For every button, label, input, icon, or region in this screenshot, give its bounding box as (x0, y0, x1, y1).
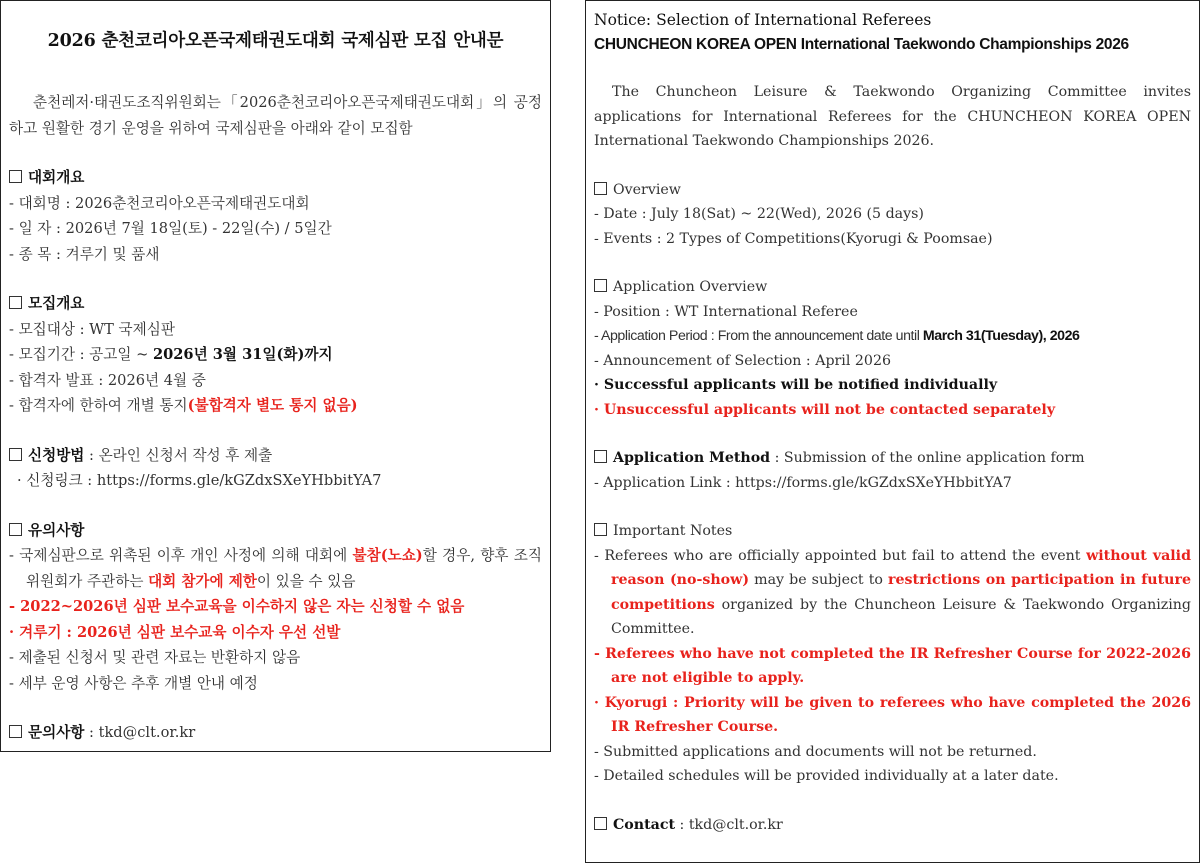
list-item: · Unsuccessful applicants will not be contacted separately (594, 401, 1056, 418)
section-heading: 문의사항 (28, 724, 85, 741)
english-intro: The Chuncheon Leisure & Taekwondo Organizing Committee invites applications for International Referees for the CHUNCHEON KOREA OPEN International Taekwondo Championships 2026. (594, 84, 1191, 149)
warning-text: (불합격자 별도 통지 없음) (187, 397, 358, 414)
warning-text: 불참(노쇼) (352, 547, 423, 564)
english-section-application-method: Application Method : Submission of the online application form - Application Link : https://forms.gle/kGZdxSXeYHbbitYA7 (594, 446, 1191, 495)
warning-text: 대회 참가에 제한 (148, 572, 257, 590)
list-item: - Events : 2 Types of Competitions(Kyorugi & Poomsae) (594, 230, 993, 247)
list-item: - 국제심판으로 위촉된 이후 개인 사정에 의해 대회에 불참(노쇼)할 경우, 향후 조직위원회가 주관하는 대회 참가에 제한이 있을 수 있음 (9, 547, 542, 590)
korean-intro: 춘천레저·태권도조직위원회는「2026춘천코리아오픈국제태권도대회」의 공정하고 원활한 경기 운영을 위하여 국제심판을 아래와 같이 모집함 (9, 94, 542, 137)
list-item: - 모집대상 : WT 국제심판 (9, 320, 175, 338)
contact-email[interactable]: : tkd@clt.or.kr (675, 816, 783, 833)
deadline-date: 2026년 3월 31일(화)까지 (152, 346, 333, 363)
list-item: - Application Period : From the announcement date until March 31(Tuesday), 2026 (594, 328, 1080, 344)
list-item: · Successful applicants will be notified individually (594, 377, 998, 393)
list-item: - 합격자에 한하여 개별 통지(불합격자 별도 통지 없음) (9, 397, 358, 414)
application-link[interactable]: · 신청링크 : https://forms.gle/kGZdxSXeYHbbitYA7 (17, 472, 382, 489)
checkbox-square-icon (9, 448, 22, 461)
section-heading: 대회개요 (28, 169, 85, 186)
list-item: - Detailed schedules will be provided individually at a later date. (594, 768, 1059, 784)
list-item: · Kyorugi : Priority will be given to referees who have completed the 2026 IR Refresher Course. (594, 694, 1191, 735)
section-heading: Application Method (613, 450, 771, 466)
checkbox-square-icon (594, 450, 607, 463)
list-item: · 겨루기 : 2026년 심판 보수교육 이수자 우선 선발 (9, 623, 341, 641)
application-link[interactable]: - Application Link : https://forms.gle/kGZdxSXeYHbbitYA7 (594, 474, 1012, 491)
checkbox-square-icon (9, 725, 22, 738)
korean-notice-panel (0, 0, 551, 752)
korean-section-notes (9, 518, 542, 697)
deadline-date: March 31(Tuesday), 2026 (922, 328, 1080, 344)
warning-text: without valid reason (no-show) (611, 547, 1191, 588)
list-item: - Referees who are officially appointed but fail to attend the event without valid reason (no-show) may be subject to restrictions on participation in future competitions organized by the Chuncheon Leisure & Taekwondo Organizing Committee. (594, 547, 1191, 637)
checkbox-square-icon (9, 170, 22, 183)
section-heading: Important Notes (613, 523, 733, 539)
korean-section-overview (9, 165, 542, 267)
english-section-contact (594, 813, 1191, 838)
checkbox-square-icon (594, 279, 607, 292)
list-item: - Submitted applications and documents will not be returned. (594, 743, 1037, 760)
english-section-important-notes (594, 519, 1191, 789)
warning-text: restrictions on participation in future competitions (611, 572, 1191, 613)
list-item: - 일 자 : 2026년 7월 18일(토) - 22일(수) / 5일간 (9, 220, 332, 237)
list-item: - 세부 운영 사항은 추후 개별 안내 예정 (9, 674, 258, 692)
list-item: - 제출된 신청서 및 관련 자료는 반환하지 않음 (9, 649, 301, 666)
checkbox-square-icon (9, 523, 22, 536)
section-heading: Application Overview (613, 279, 768, 295)
section-heading: 신청방법 (28, 446, 85, 464)
english-subtitle: CHUNCHEON KOREA OPEN International Taekwondo Championships 2026 (594, 36, 1129, 53)
section-heading: 모집개요 (28, 295, 85, 312)
checkbox-square-icon (594, 817, 607, 830)
checkbox-square-icon (594, 182, 607, 195)
checkbox-square-icon (9, 296, 22, 309)
contact-email[interactable]: : tkd@clt.or.kr (84, 724, 196, 741)
korean-section-application-method: 신청방법 : 온라인 신청서 작성 후 제출 · 신청링크 : https://forms.gle/kGZdxSXeYHbbitYA7 (9, 443, 542, 494)
english-title: Notice: Selection of International Referees (594, 11, 932, 29)
list-item: - 종 목 : 겨루기 및 품새 (9, 245, 160, 263)
korean-section-contact (9, 720, 542, 746)
english-section-overview (594, 178, 1191, 252)
list-item: - Position : WT International Referee (594, 303, 858, 320)
section-heading: Overview (613, 181, 681, 198)
korean-section-recruitment (9, 291, 542, 419)
list-item: - 모집기간 : 공고일 ~ 2026년 3월 31일(화)까지 (9, 346, 333, 363)
list-item: - Date : July 18(Sat) ~ 22(Wed), 2026 (5 days) (594, 206, 924, 222)
english-notice-panel (585, 0, 1200, 863)
korean-title: 2026 춘천코리아오픈국제태권도대회 국제심판 모집 안내문 (47, 31, 504, 51)
section-heading: Contact (613, 816, 676, 833)
list-item: - Referees who have not completed the IR Refresher Course for 2022-2026 are not eligible to apply. (594, 645, 1191, 686)
section-heading: 유의사항 (28, 521, 85, 539)
list-item: - 합격자 발표 : 2026년 4월 중 (9, 371, 206, 389)
list-item: - Announcement of Selection : April 2026 (594, 352, 891, 369)
english-section-application-overview (594, 275, 1191, 422)
checkbox-square-icon (594, 523, 607, 536)
list-item: - 대회명 : 2026춘천코리아오픈국제태권도대회 (9, 194, 310, 212)
list-item: - 2022~2026년 심판 보수교육을 이수하지 않은 자는 신청할 수 없음 (9, 598, 465, 615)
